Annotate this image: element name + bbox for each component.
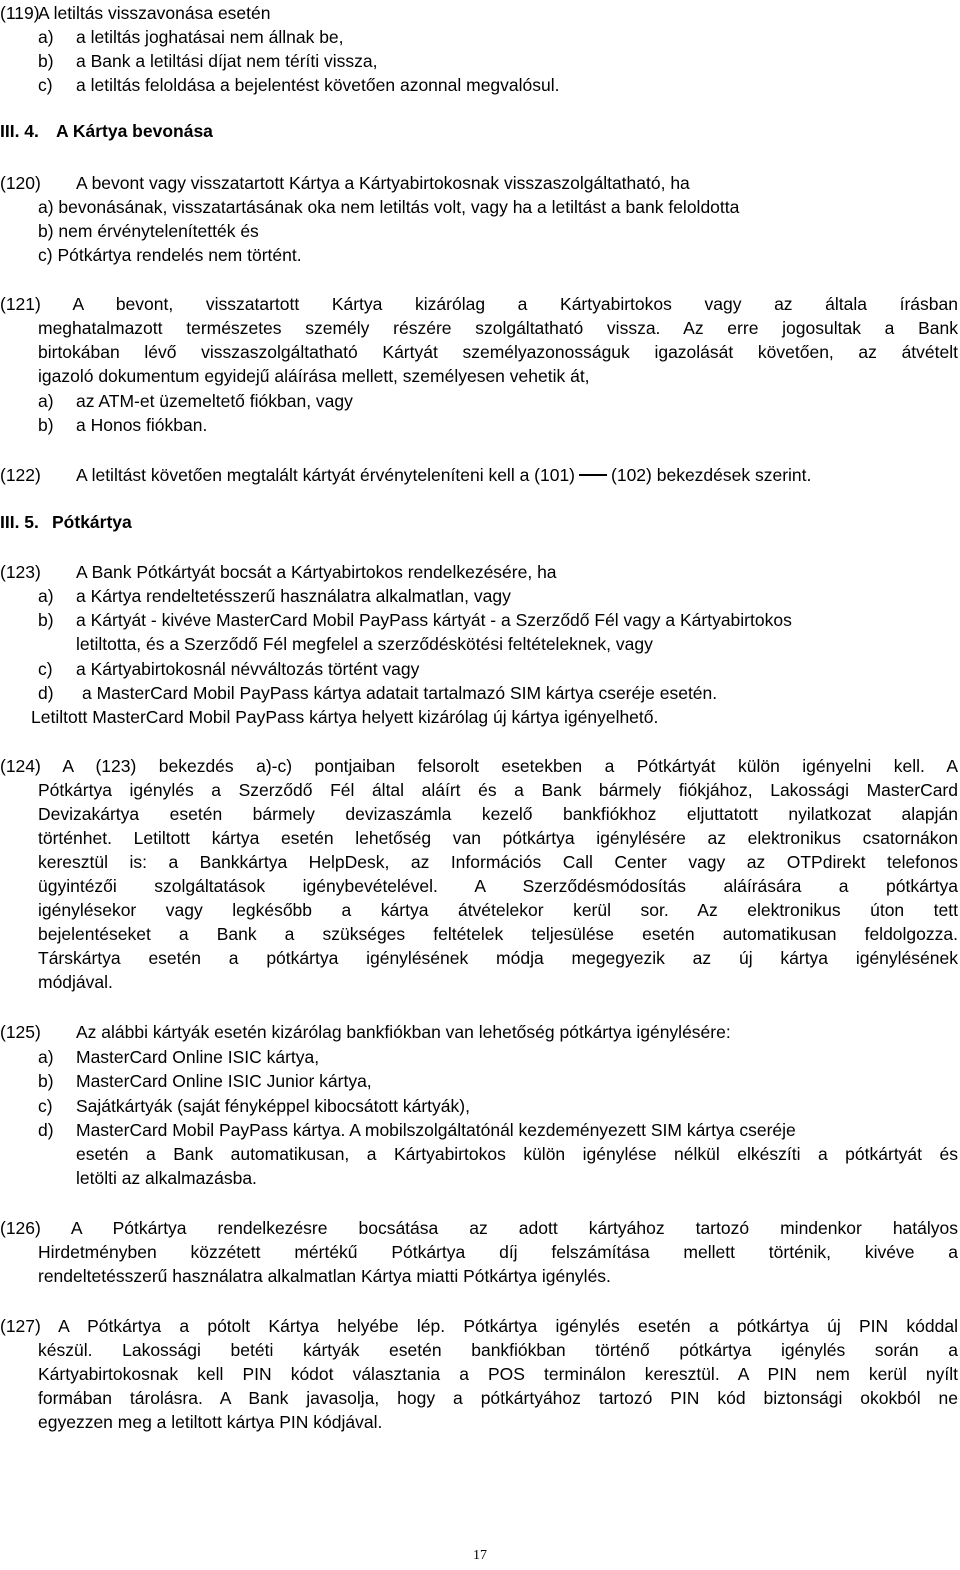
- item-label: a): [38, 391, 54, 411]
- list-item-continuation: letiltotta, és a Szerződő Fél megfelel a szerződéskötési feltételeknek, vagy: [76, 634, 653, 654]
- list-item: [0, 681, 960, 705]
- section-title: A Kártya bevonása: [56, 121, 213, 141]
- item-label: d): [38, 683, 54, 703]
- paragraph-123: [0, 560, 960, 584]
- item-label: a): [38, 27, 54, 47]
- paragraph-124-line: ügyintézői szolgáltatások igénybevételével. A Szerződésmódosítás aláírására a pótkártya: [38, 876, 958, 896]
- item-label: b): [38, 51, 54, 71]
- paragraph-text-b: (102) bekezdések szerint.: [611, 465, 812, 485]
- paragraph-124-line: keresztül is: a Bankkártya HelpDesk, az Információs Call Center vagy az OTPdirekt telefonos: [38, 852, 958, 872]
- section-heading: [0, 119, 960, 143]
- item-label: b): [38, 610, 54, 630]
- item-text: az ATM-et üzemeltető fiókban, vagy: [76, 391, 353, 411]
- item-label: c): [38, 1096, 53, 1116]
- paragraph-124-line: Társkártya esetén a pótkártya igénylésének módja megegyezik az új kártya igénylésének: [38, 948, 958, 968]
- item-text: a letiltás feloldása a bejelentést követően azonnal megvalósul.: [76, 75, 560, 95]
- item-text: a Honos fiókban.: [76, 415, 208, 435]
- list-item: b) nem érvénytelenítették és: [38, 221, 259, 241]
- paragraph-119: [0, 1, 960, 25]
- dash-separator: [579, 474, 607, 476]
- section-number: III. 4.: [0, 121, 39, 141]
- paragraph-127-line: készül. Lakossági betéti kártyák esetén bankfiókban történő pótkártya igénylés során a: [38, 1340, 958, 1360]
- list-item: [0, 584, 960, 608]
- item-text: a MasterCard Mobil PayPass kártya adatait tartalmazó SIM kártya cseréje esetén.: [82, 683, 718, 703]
- section-number: III. 5.: [0, 512, 39, 532]
- paragraph-120: [0, 171, 960, 195]
- item-label: c): [38, 75, 53, 95]
- list-item: a) bevonásának, visszatartásának oka nem letiltás volt, vagy ha a letiltást a bank feloldotta: [38, 197, 740, 217]
- paragraph-title: A bevont vagy visszatartott Kártya a Kártyabirtokosnak visszaszolgáltatható, ha: [76, 173, 690, 193]
- section-heading: [0, 510, 960, 534]
- paragraph-number: (122): [0, 465, 41, 485]
- paragraph-text-a: A letiltást követően megtalált kártyát érvényteleníteni kell a (101): [76, 465, 576, 485]
- paragraph-121-line: (121) A bevont, visszatartott Kártya kizárólag a Kártyabirtokos vagy az általa írásban: [0, 294, 958, 314]
- item-text: a Kártyabirtokosnál névváltozás történt vagy: [76, 659, 420, 679]
- item-text: a Kártya rendeltetésszerű használatra alkalmatlan, vagy: [76, 586, 511, 606]
- list-item: [0, 73, 960, 97]
- list-item: [0, 1118, 960, 1142]
- list-item-continuation: letölti az alkalmazásba.: [76, 1168, 257, 1188]
- paragraph-126-line: (126) A Pótkártya rendelkezésre bocsátása az adott kártyához tartozó mindenkor hatályos: [0, 1218, 958, 1238]
- item-text: a Kártyát - kivéve MasterCard Mobil PayPass kártyát - a Szerződő Fél vagy a Kártyabirtokos: [76, 610, 792, 630]
- paragraph-124-line: módjával.: [38, 972, 113, 992]
- item-label: c): [38, 659, 53, 679]
- paragraph-124-line: Pótkártya igénylés a Szerződő Fél által aláírt és a Bank bármely fiókjához, Lakossági MasterCard: [38, 780, 958, 800]
- list-item: [0, 389, 960, 413]
- paragraph-number: (120): [0, 173, 41, 193]
- item-label: b): [38, 1071, 54, 1091]
- item-text: MasterCard Online ISIC kártya,: [76, 1047, 320, 1067]
- section-title: Pótkártya: [52, 512, 132, 532]
- paragraph-127-line: Kártyabirtokosnak kell PIN kódot választania a POS terminálon keresztül. A PIN nem kerül nyílt: [38, 1364, 958, 1384]
- paragraph-127-line: formában tárolásra. A Bank javasolja, hogy a pótkártyához tartozó PIN kód biztonsági okokból ne: [38, 1388, 958, 1408]
- list-item: [0, 413, 960, 437]
- item-text: MasterCard Online ISIC Junior kártya,: [76, 1071, 372, 1091]
- item-text: Sajátkártyák (saját fényképpel kibocsátott kártyák),: [76, 1096, 470, 1116]
- page-number: 17: [473, 1548, 487, 1563]
- item-label: b): [38, 415, 54, 435]
- paragraph-121-line: igazoló dokumentum egyidejű aláírása mellett, személyesen vehetik át,: [38, 366, 590, 386]
- list-item: c) Pótkártya rendelés nem történt.: [38, 245, 302, 265]
- item-text: a letiltás joghatásai nem állnak be,: [76, 27, 344, 47]
- paragraph-122: [0, 463, 960, 487]
- item-label: a): [38, 586, 54, 606]
- paragraph-number: (123): [0, 562, 41, 582]
- list-item: [0, 1069, 960, 1093]
- paragraph-note: Letiltott MasterCard Mobil PayPass kártya helyett kizárólag új kártya igényelhető.: [31, 707, 659, 727]
- paragraph-124-line: Devizakártya esetén bármely devizaszámla kezelő bankfiókhoz eljuttatott nyilatkozat alapján: [38, 804, 958, 824]
- paragraph-number: (119): [0, 3, 40, 23]
- list-item: [0, 1094, 960, 1118]
- item-text: MasterCard Mobil PayPass kártya. A mobilszolgáltatónál kezdeményezett SIM kártya cseréje: [76, 1120, 796, 1140]
- list-item: [0, 49, 960, 73]
- list-item: [0, 657, 960, 681]
- paragraph-number: (125): [0, 1022, 41, 1042]
- list-item: [0, 1045, 960, 1069]
- list-item-continuation: esetén a Bank automatikusan, a Kártyabirtokos külön igénylése nélkül elkészíti a pótkártyát és: [76, 1144, 958, 1164]
- paragraph-title: Az alábbi kártyák esetén kizárólag bankfiókban van lehetőség pótkártya igénylésére:: [76, 1022, 731, 1042]
- paragraph-121-line: birtokában lévő visszaszolgáltatható Kártyát személyazonosságuk igazolását követően, az átvételt: [38, 342, 958, 362]
- item-label: a): [38, 1047, 54, 1067]
- paragraph-124-line: bejelentéseket a Bank a szükséges feltételek teljesülése esetén automatikusan feldolgozza.: [38, 924, 958, 944]
- item-label: d): [38, 1120, 54, 1140]
- paragraph-125: [0, 1020, 960, 1044]
- paragraph-127-line: (127) A Pótkártya a pótolt Kártya helyébe lép. Pótkártya igénylés esetén a pótkártya új PIN kóddal: [0, 1316, 958, 1336]
- paragraph-124-line: történhet. Letiltott kártya esetén lehetőség van pótkártya igénylésére az elektronikus csatornákon: [38, 828, 958, 848]
- paragraph-title: A Bank Pótkártyát bocsát a Kártyabirtokos rendelkezésére, ha: [76, 562, 557, 582]
- list-item: [0, 25, 960, 49]
- item-text: a Bank a letiltási díjat nem téríti vissza,: [76, 51, 378, 71]
- paragraph-title: A letiltás visszavonása esetén: [38, 3, 271, 23]
- list-item: [0, 608, 960, 632]
- paragraph-121-line: meghatalmazott természetes személy részére szolgáltatható vissza. Az erre jogosultak a Bank: [38, 318, 958, 338]
- paragraph-124-line: (124) A (123) bekezdés a)-c) pontjaiban felsorolt esetekben a Pótkártyát külön igényelni kell. A: [0, 756, 958, 776]
- paragraph-127-line: egyezzen meg a letiltott kártya PIN kódjával.: [38, 1412, 383, 1432]
- paragraph-126-line: Hirdetményben közzétett mértékű Pótkártya díj felszámítása mellett történik, kivéve a: [38, 1242, 958, 1262]
- paragraph-126-line: rendeltetésszerű használatra alkalmatlan Kártya miatti Pótkártya igénylés.: [38, 1266, 611, 1286]
- paragraph-124-line: igénylésekor vagy legkésőbb a kártya átvételekor kerül sor. Az elektronikus úton tett: [38, 900, 958, 920]
- paragraph-text: [76, 463, 811, 487]
